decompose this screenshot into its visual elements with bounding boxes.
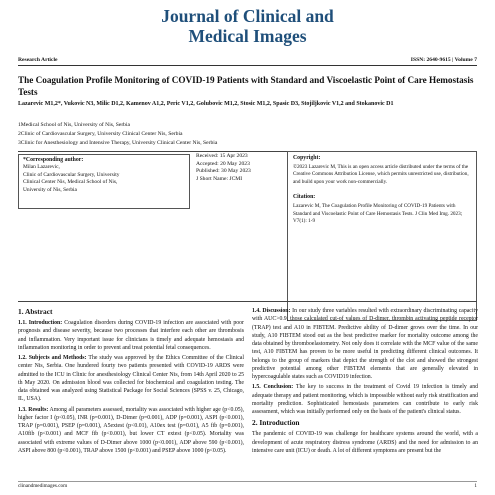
introduction-text: The pandemic of COVID-19 was challenge for healthcare systems around the world, with a development of acute respiratory distress syndrome (ARDS) and the need for admission to an intensive care unit (ICU) or death. A lot of different symptoms are present but the (252, 431, 478, 454)
paragraph-text: The study was approved by the Ethics Committee of the Clinical center Nis, Serbia. One hundered fourty two patients presented with COVID-19 ARDS were admitted to the ICU in Clinic for anesthesiology Clinical Center Nis, from 14th April 2020 to 25 th May 2020. On admission blood was collected for biochemical and coagulation testing. The data obtained was analyzed using Statistical Package for Social Sciences (SPSS v. 25, Chicago, IL, USA). (18, 355, 244, 403)
affiliation-2: 2Clinic of Cardiovascular Surgery, University Clinical Center Nis, Serbia (18, 131, 183, 137)
header-bar (18, 57, 477, 66)
corresponding-author-box (18, 154, 190, 209)
author-list: Lazarevic M1,2*, Vukovic N3, Milic D1,2, Kamenov A1,2, Peric V1,2, Golubovic M1,2, Stosic M1,2, Spasic D3, Stojiljkovic V1,2 and Stokanovic D1 (18, 101, 394, 107)
corresponding-line: Milan Lazarevic, (23, 164, 60, 171)
paragraph-text: The key to success in the treatment of Covid 19 infection is timely and adequate therapy and patient monitoring, which is impossible without early risk stratification and mortality prediction. Sophisticated hemostasis parameters can contribute to early risk assessment, which was initially performed only on the basis of the patient's clinical status. (252, 384, 479, 415)
subheading: 1.4. Discussion: (252, 308, 291, 314)
journal-title-line1: Journal of Clinical and (161, 6, 334, 26)
subheading: 1.5. Conclusion: (252, 384, 294, 391)
affiliation-3: 3Clinic for Anesthesiology and Intensive Therapy, University Clinical Center Nis, Serbia (18, 140, 218, 146)
publication-dates (196, 153, 284, 183)
corresponding-line: Clinical Center Nis, Medical School of Nis, (23, 179, 118, 186)
divider (18, 301, 477, 302)
subheading: 1.2. Subjects and Methods: (18, 355, 87, 361)
article-title: The Coagulation Profile Monitoring of COVID-19 Patients with Standard and Viscoelastic Point of Care Hemostasis Tests (18, 75, 474, 97)
abstract-introduction (18, 319, 244, 352)
paragraph-text: Among all parameters assessed, mortality was associated with higher age (p<0.05), higher factor I (p<0.05), INR (p=0.001), D-Dimer (p=0.001), ADP (p=0.001), ASPI (p<0.001), TRAP (p=0.001), PSEP (p=0.001), A5extest (p<0.01), A10ex test (p=0.01), A5 fib (p=0.001), A10fib (p<0.001) and MCF fib (p<0.001), but lower CT extest (p<0.05). Mortality was associated with extreme values of D-Dimer above 1000 (p<0.001), ADP above 590 (p<0.001), ASPI above 800 (p<0.001), TRAP above 1500 (p<0.001) and PSEP above 1000 (p<0.05). (18, 406, 244, 454)
abstract-heading: 1. Abstract (18, 307, 53, 316)
abstract-subjects-methods (18, 354, 244, 404)
date-received: Received: 15 Apr 2023 (196, 153, 248, 159)
paragraph-text: In our study three variables resulted with extraordinary discriminating capacity with AUC>0.9, those calculated cut-of values of D-dimer, thrombin activating peptide receptor (TRAP) test and A10 in FIBTEM. Predictive ability of D-dimer grows over the time. In our study, A10 FIBTEM stood out as the best predictive marker for mortality outcome among the data obtained by thromboelastometry. Not only does it correlate with the MCF value of the same test, A10 FIBTEM has proven to be more useful in predicting different clinical outcomes. It belongs to the group of markers that depict the strength of the clot and showed the strongest predictive potential among other FIBTEM elements that are generally elevated in hypercoagulable states such as COVID19 infection. (252, 308, 479, 380)
paragraph-text: Coagulation disorders during COVID-19 infection are associated with poor prognosis and disease severity, because two processes that interfere each other are thrombosis and inflammation. Very important issue for clinicians is timely and adequate hemostasis and inflammation monitoring in order to prevent and treat potential fetal consequences. (18, 320, 244, 351)
left-column (18, 307, 244, 457)
abstract-results (18, 406, 244, 456)
journal-title (0, 6, 495, 46)
page-footer (18, 481, 477, 489)
copyright-citation-box (287, 151, 477, 321)
date-accepted: Accepted: 20 May 2023 (196, 160, 250, 167)
footer-website: clinandmedimages.com (18, 483, 68, 489)
citation-text: Lazarevic M, The Coagulation Profile Monitoring of COVID-19 Patients with Standard and Viscoelastic Point of Care Hemostasis Tests. J Clin Med Img. 2023; V7(1): 1-9 (293, 202, 463, 225)
abstract-conclusion (252, 383, 478, 416)
abstract-discussion (252, 307, 478, 381)
page-number: 1 (474, 483, 477, 489)
corresponding-line: University of Nis, Serbia (23, 186, 77, 193)
citation-label: Citation: (293, 194, 316, 201)
introduction-heading: 2. Introduction (252, 418, 300, 428)
journal-short-name: J Short Name: JCMI (196, 175, 243, 182)
journal-title-line2: Medical Images (188, 26, 307, 46)
article-type: Research Article (18, 57, 58, 63)
issn-volume: ISSN: 2640-9615 | Volume 7 (410, 57, 477, 63)
date-published: Published: 30 May 2023 (196, 168, 251, 175)
subheading: 1.3. Results: (18, 406, 49, 413)
affiliation-1: 1Medical School of Nis, University of Nis, Serbia (18, 122, 131, 128)
corresponding-line: Clinic of Cardiovascular Surgery, University (23, 171, 120, 178)
corresponding-author-label: *Corresponding author: (23, 157, 84, 163)
affiliations (18, 121, 477, 148)
copyright-label: Copyright: (293, 155, 321, 161)
copyright-text: ©2023 Lazarevic M, This is an open access article distributed under the terms of the Creative Commons Attribution License, which permits unrestricted use, distribution, and build upon your work non-commercially. (293, 163, 469, 185)
subheading: 1.1. Introduction: (18, 320, 63, 326)
right-column (252, 307, 478, 457)
